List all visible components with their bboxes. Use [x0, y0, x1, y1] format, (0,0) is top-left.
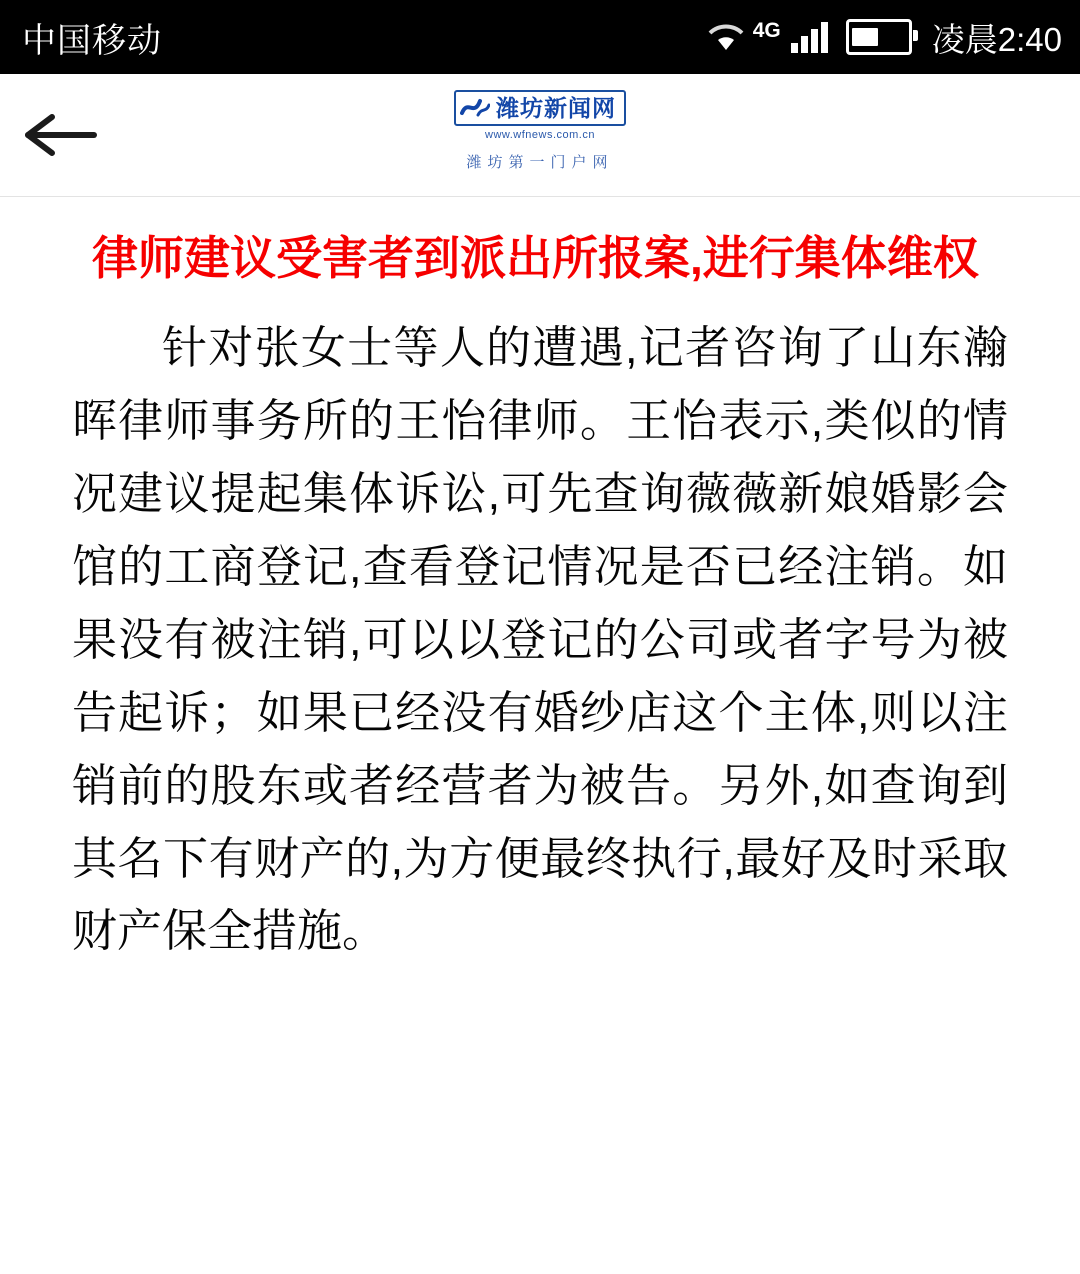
article-body	[72, 312, 1008, 968]
site-logo[interactable]	[410, 90, 670, 172]
back-arrow-icon	[22, 109, 98, 161]
site-logo-title: 潍坊新闻网	[496, 94, 616, 121]
site-logo-url: www.wfnews.com.cn	[485, 129, 595, 141]
article-content	[0, 197, 1080, 968]
battery-icon	[846, 19, 912, 55]
article-paragraph: 针对张女士等人的遭遇,记者咨询了山东瀚晖律师事务所的王怡律师。王怡表示,类似的情况建议提起集体诉讼,可先查询薇薇新娘婚影会馆的工商登记,查看登记情况是否已经注销。如果没有被注销,可以以登记的公司或者字号为被告起诉；如果已经没有婚纱店这个主体,则以注销前的股东或者经营者为被告。另外,如查询到其名下有财产的,为方便最终执行,最好及时采取财产保全措施。	[72, 322, 1008, 957]
site-logo-slogan: 潍坊第一门户网	[466, 154, 614, 171]
back-button[interactable]	[0, 74, 120, 196]
carrier-label: 中国移动	[22, 21, 162, 60]
app-header	[0, 74, 1080, 197]
site-logo-badge	[454, 90, 626, 126]
signal-bars-icon	[791, 21, 828, 53]
status-icons	[705, 14, 1062, 61]
status-bar	[0, 0, 1080, 74]
wave-logo-icon	[460, 95, 490, 121]
article-title: 律师建议受害者到派出所报案,进行集体维权	[92, 232, 979, 284]
network-type-label: 4G	[752, 19, 781, 42]
clock-label: 凌晨2:40	[931, 20, 1062, 58]
wifi-icon	[705, 20, 747, 54]
